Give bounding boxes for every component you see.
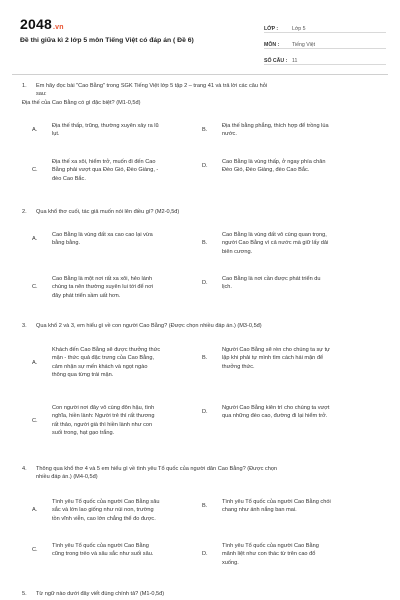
logo-domain: .vn	[52, 24, 64, 31]
answer-option-c[interactable]	[32, 542, 192, 559]
question-number: 1.	[22, 83, 27, 89]
question-number: 3.	[22, 323, 27, 329]
option-line: Người Cao Bằng kiên trì cho chúng ta vượt	[222, 405, 330, 411]
option-line: cũng trong trẻo và sâu sắc như suối sâu.	[52, 551, 154, 558]
meta-key: LỚP :	[264, 26, 279, 32]
question-number: 4.	[22, 466, 27, 472]
option-letter: C.	[32, 547, 38, 554]
question-line: Địa thế của Cao Bằng có gì đặc biệt? (M1-0,5đ)	[22, 99, 141, 106]
answer-option-a[interactable]	[32, 346, 192, 380]
option-letter: D.	[202, 163, 208, 170]
option-line: Cao Bằng là vùng đất vô cùng quan trọng,	[222, 232, 327, 238]
option-line: sắc và lớn lao giống như núi non, trường	[52, 507, 154, 514]
option-line: đèo Cao Bắc.	[52, 175, 86, 182]
answer-option-d[interactable]	[202, 542, 362, 567]
option-line: thông qua từng trái mận.	[52, 372, 114, 379]
answer-option-d[interactable]	[202, 404, 362, 421]
option-line: Tình yêu Tổ quốc của người Cao Bằng sâu	[52, 499, 160, 505]
option-letter: A.	[32, 127, 38, 134]
option-line: thưởng thức.	[222, 363, 255, 370]
option-line: Bằng phải vượt qua Đèo Gió, Đèo Giàng, -	[52, 167, 159, 174]
option-text	[222, 275, 362, 292]
option-line: Người Cao Bằng sẽ rèn cho chúng ta sự tự	[222, 347, 330, 353]
header-divider	[12, 74, 388, 75]
question-text	[36, 590, 382, 598]
question-line: nhiều đáp án.) (M4-0,5đ)	[36, 474, 98, 481]
option-text	[52, 122, 192, 139]
option-line: bằng bằng.	[52, 240, 80, 247]
answer-option-c[interactable]	[32, 275, 192, 300]
option-line: Tình yêu Tổ quốc của người Cao Bằng chói	[222, 499, 331, 505]
option-line: xuống.	[222, 559, 239, 566]
option-line: tồn vĩnh viễn, cao lớn chẳng thể đo được.	[52, 515, 156, 522]
option-line: Địa thế xa xôi, hiểm trở, muốn đi đến Cao	[52, 159, 156, 165]
question-line: Từ ngữ nào dưới đây viết đúng chính tả? (M1-0,5đ)	[36, 591, 165, 597]
option-line: lụt.	[52, 131, 60, 138]
option-text	[52, 158, 192, 183]
question-number: 2.	[22, 209, 27, 215]
option-letter: B.	[202, 127, 208, 134]
question-4	[22, 465, 382, 482]
question-2	[22, 208, 382, 216]
meta-row-count	[264, 52, 386, 65]
option-line: mãnh liệt như con thác từ trên cao đổ	[222, 551, 316, 558]
option-line: Địa thế bằng phẳng, thích hợp để trồng lúa	[222, 123, 329, 129]
option-text	[52, 404, 192, 438]
option-letter: A.	[32, 359, 38, 366]
option-text	[222, 158, 362, 175]
question-number: 5.	[22, 591, 27, 597]
option-line: đây phát triển sầm uất hơn.	[52, 292, 121, 299]
answer-option-a[interactable]	[32, 498, 192, 523]
option-line: chang như ánh nắng ban mai.	[222, 507, 297, 514]
option-text	[52, 346, 192, 380]
logo-text: 2048	[20, 16, 52, 32]
option-line: Con người nơi đây vô cùng đôn hậu, tình	[52, 405, 155, 411]
option-line: nước.	[222, 131, 237, 138]
option-line: Cao Bằng là một nơi rất xa xôi, hẻo lánh	[52, 276, 153, 282]
meta-key: MÔN :	[264, 42, 280, 48]
question-5	[22, 590, 382, 598]
question-1	[22, 82, 382, 107]
site-logo[interactable]	[20, 16, 64, 32]
answer-option-b[interactable]	[202, 498, 362, 515]
exam-meta	[264, 20, 386, 68]
option-line: biên cương.	[222, 248, 253, 255]
meta-row-grade	[264, 20, 386, 33]
question-text	[22, 82, 382, 107]
option-line: Tình yêu Tổ quốc của người Cao Bằng	[52, 543, 149, 549]
option-letter: D.	[202, 551, 208, 558]
option-line: Khách đến Cao Bằng sẽ được thưởng thức	[52, 347, 161, 353]
meta-value: 11	[292, 58, 298, 64]
option-line: người Cao Bằng vì cả nước mà giữ lấy dải	[222, 240, 329, 247]
option-line: Đèo Gió, Đèo Giàng, đèo Cao Bắc.	[222, 167, 310, 174]
question-text	[36, 208, 382, 216]
exam-title: Đề thi giữa kì 2 lớp 5 môn Tiếng Việt có đáp án ( Đề 6)	[20, 37, 194, 44]
meta-value: Lớp 5	[292, 26, 306, 32]
option-letter: D.	[202, 280, 208, 287]
option-line: chúng ta nên thường xuyên lui tới để nơi	[52, 284, 154, 291]
option-letter: B.	[202, 503, 208, 510]
question-text	[36, 322, 382, 330]
option-line: cảm nhận sự mến khách và ngọt ngào	[52, 363, 148, 370]
option-line: Địa thế thấp, trũng, thường xuyên xảy ra lũ	[52, 123, 159, 129]
answer-option-a[interactable]	[32, 122, 192, 139]
document-header	[12, 10, 388, 62]
option-line: lập khi phải tự mình tìm cách hái mận để	[222, 355, 324, 362]
option-line: rất thảo, người già thì hiền lành như con	[52, 421, 153, 428]
answer-option-c[interactable]	[32, 158, 192, 183]
option-text	[52, 275, 192, 300]
option-line: nghĩa, hiền lành: Người trẻ thì rất thương	[52, 413, 155, 420]
option-letter: C.	[32, 167, 38, 174]
meta-value: Tiếng Việt	[292, 42, 316, 48]
question-line: sau:	[36, 91, 47, 98]
option-letter: C.	[32, 417, 38, 424]
question-3	[22, 322, 382, 330]
option-line: Cao Bằng là nơi cần được phát triển du	[222, 276, 321, 282]
option-text	[222, 542, 362, 567]
option-text	[52, 498, 192, 523]
option-text	[222, 498, 362, 515]
option-letter: B.	[202, 240, 208, 247]
answer-option-d[interactable]	[202, 158, 362, 175]
option-letter: A.	[32, 507, 38, 514]
option-text	[52, 231, 192, 248]
option-letter: A.	[32, 236, 38, 243]
answer-option-b[interactable]	[202, 122, 362, 139]
option-letter: C.	[32, 284, 38, 291]
meta-row-subject	[264, 36, 386, 49]
answer-option-b[interactable]	[202, 346, 362, 371]
option-text	[222, 346, 362, 371]
option-line: Cao Bằng là vùng thấp, ở ngay phía chân	[222, 159, 326, 165]
question-line: Qua khổ 2 và 3, em hiểu gì về con người Cao Bằng? (Được chọn nhiều đáp án.) (M3-0,5đ)	[36, 323, 262, 329]
option-line: suối trong, hạt gạo trắng.	[52, 430, 115, 437]
answer-option-b[interactable]	[202, 231, 362, 256]
question-text	[36, 465, 382, 482]
option-line: mận - thức quả đặc trưng của Cao Bằng,	[52, 355, 155, 362]
option-text	[222, 122, 362, 139]
option-text	[222, 404, 362, 421]
option-text	[52, 542, 192, 559]
option-letter: B.	[202, 355, 208, 362]
question-line: Qua khổ thơ cuối, tác giả muốn nói lên điều gì? (M2-0,5đ)	[36, 209, 180, 215]
question-line: Thông qua khổ thơ 4 và 5 em hiểu gì về tình yêu Tổ quốc của người dân Cao Bằng? (Được chọn	[36, 466, 278, 472]
option-line: qua những đèo cao, đường đi lại hiểm trở.	[222, 413, 328, 420]
option-line: lịch.	[222, 284, 232, 291]
option-line: Tình yêu Tổ quốc của người Cao Bằng	[222, 543, 319, 549]
question-line: Em hãy đọc bài "Cao Bằng" trong SGK Tiếng Việt lớp 5 tập 2 – trang 41 và trả lời các câu hỏi	[36, 83, 268, 89]
option-letter: D.	[202, 409, 208, 416]
answer-option-a[interactable]	[32, 231, 192, 248]
answer-option-c[interactable]	[32, 404, 192, 438]
meta-key: SỐ CÂU :	[264, 58, 288, 64]
option-line: Cao Bằng là vùng đất xa cao cao lại vừa	[52, 232, 153, 238]
option-text	[222, 231, 362, 256]
answer-option-d[interactable]	[202, 275, 362, 292]
